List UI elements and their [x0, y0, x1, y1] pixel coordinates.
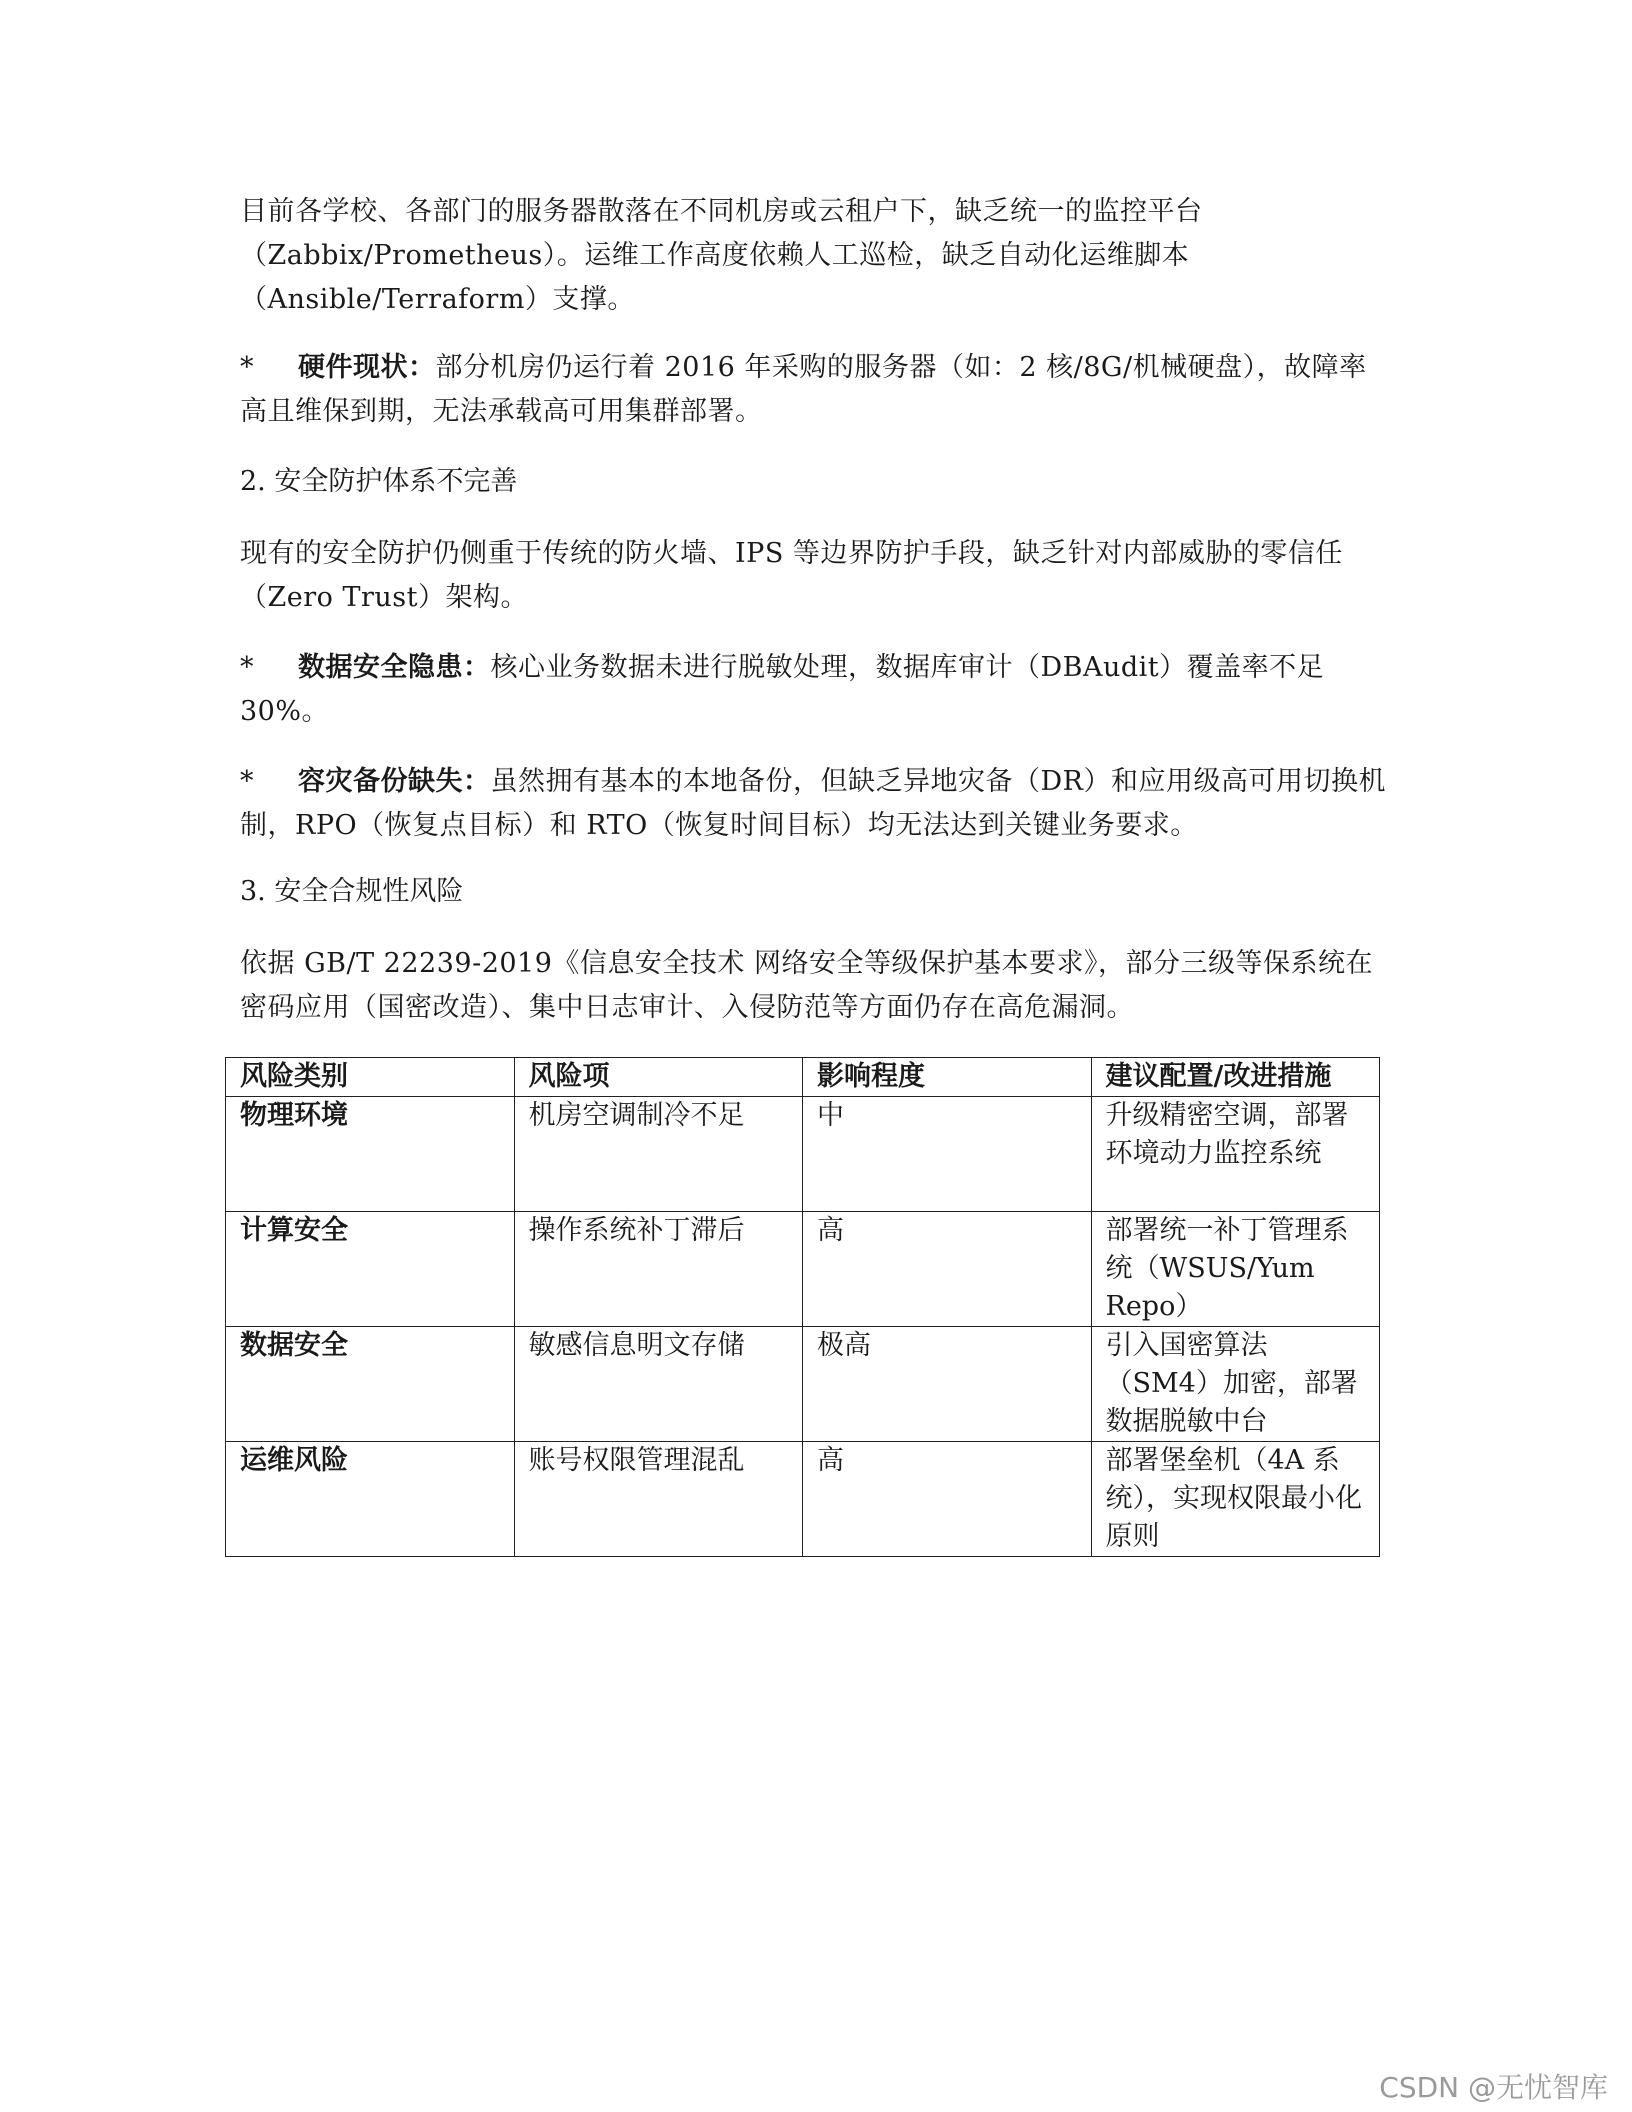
cell-item: 机房空调制冷不足: [514, 1097, 803, 1212]
bullet-label: 数据安全隐患：: [298, 652, 491, 683]
table-row: [226, 1327, 1380, 1442]
section-heading-2: 2. 安全防护体系不完善: [240, 466, 518, 497]
cell-measure: 引入国密算法（SM4）加密，部署数据脱敏中台: [1091, 1327, 1380, 1442]
cell-category: 运维风险: [226, 1442, 515, 1557]
cell-impact: 极高: [803, 1327, 1092, 1442]
bullet-mark: *: [240, 766, 254, 797]
cell-impact: 中: [803, 1097, 1092, 1212]
table-row: [226, 1097, 1380, 1212]
cell-measure: 部署堡垒机（4A 系统），实现权限最小化原则: [1091, 1442, 1380, 1557]
section-heading-3: 3. 安全合规性风险: [240, 876, 464, 907]
cell-measure: 升级精密空调，部署环境动力监控系统: [1091, 1097, 1380, 1212]
bullet-mark: *: [240, 652, 254, 683]
paragraph-security: 现有的安全防护仍侧重于传统的防火墙、IPS 等边界防护手段，缺乏针对内部威胁的零信任（Zero Trust）架构。: [240, 538, 1343, 613]
header-risk-item: 风险项: [514, 1058, 803, 1097]
cell-impact: 高: [803, 1212, 1092, 1327]
table-header-row: [226, 1058, 1380, 1097]
bullet-disaster-recovery: [240, 760, 1390, 848]
bullet-text: 核心业务数据未进行脱敏处理，数据库审计（DBAudit）覆盖率不足 30%。: [240, 652, 1325, 727]
bullet-mark: *: [240, 352, 254, 383]
cell-impact: 高: [803, 1442, 1092, 1557]
bullet-label: 容灾备份缺失：: [298, 766, 491, 797]
bullet-text: 虽然拥有基本的本地备份，但缺乏异地灾备（DR）和应用级高可用切换机制，RPO（恢复点目标）和 RTO（恢复时间目标）均无法达到关键业务要求。: [240, 766, 1386, 841]
paragraph-compliance: 依据 GB/T 22239-2019《信息安全技术 网络安全等级保护基本要求》，部分三级等保系统在密码应用（国密改造）、集中日志审计、入侵防范等方面仍存在高危漏洞。: [240, 948, 1373, 1023]
watermark: CSDN @无忧智库: [1379, 2071, 1608, 2104]
cell-item: 敏感信息明文存储: [514, 1327, 803, 1442]
header-impact-level: 影响程度: [803, 1058, 1092, 1097]
paragraph-monitoring: 目前各学校、各部门的服务器散落在不同机房或云租户下，缺乏统一的监控平台（Zabbix/Prometheus）。运维工作高度依赖人工巡检，缺乏自动化运维脚本（Ansible/Terraform）支撑。: [240, 196, 1203, 315]
cell-category: 计算安全: [226, 1212, 515, 1327]
bullet-text: 部分机房仍运行着 2016 年采购的服务器（如：2 核/8G/机械硬盘），故障率高且维保到期，无法承载高可用集群部署。: [240, 352, 1367, 427]
bullet-hardware: [240, 346, 1390, 434]
bullet-data-security: [240, 646, 1390, 734]
cell-category: 物理环境: [226, 1097, 515, 1212]
cell-item: 账号权限管理混乱: [514, 1442, 803, 1557]
table-row: [226, 1442, 1380, 1557]
cell-category: 数据安全: [226, 1327, 515, 1442]
cell-measure: 部署统一补丁管理系统（WSUS/Yum Repo）: [1091, 1212, 1380, 1327]
risk-table: [225, 1057, 1380, 1557]
bullet-label: 硬件现状：: [298, 352, 436, 383]
table-row: [226, 1212, 1380, 1327]
header-risk-category: 风险类别: [226, 1058, 515, 1097]
cell-item: 操作系统补丁滞后: [514, 1212, 803, 1327]
header-measures: 建议配置/改进措施: [1091, 1058, 1380, 1097]
